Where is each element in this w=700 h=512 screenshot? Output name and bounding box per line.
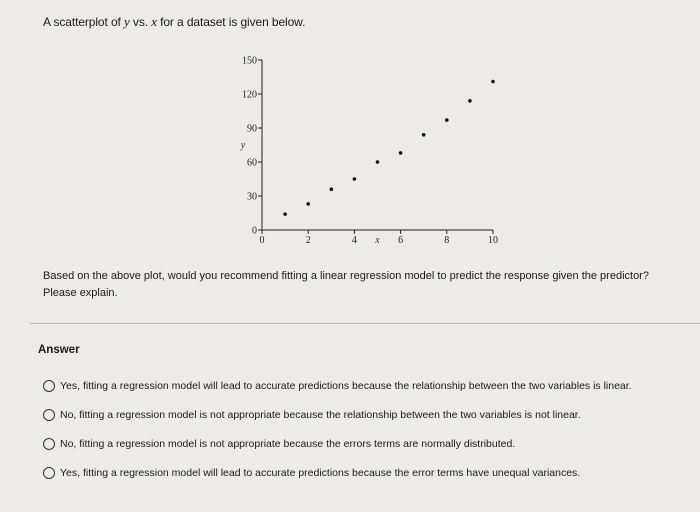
data-point <box>330 187 334 191</box>
radio-button-icon[interactable] <box>43 409 55 421</box>
x-axis-label: x <box>375 235 380 246</box>
plot-axes <box>240 56 498 247</box>
answer-options <box>43 371 632 487</box>
data-point <box>445 118 449 122</box>
plot-points <box>283 80 495 216</box>
y-tick-label: 150 <box>242 55 257 67</box>
data-point <box>306 202 310 206</box>
x-tick-label: 8 <box>444 235 450 246</box>
data-point <box>399 151 403 155</box>
x-tick-label: 0 <box>259 235 265 246</box>
answer-option-label: Yes, fitting a regression model will lead to accurate predictions because the error terms have unequal variances. <box>60 466 581 479</box>
data-point <box>491 80 495 84</box>
y-tick-label: 30 <box>247 191 257 203</box>
question-prompt: Based on the above plot, would you recommend fitting a linear regression model to predict the response given the predictor? Please explain. <box>43 270 649 299</box>
answer-option-2[interactable] <box>43 400 632 429</box>
data-point <box>422 133 426 137</box>
data-point <box>468 99 472 103</box>
answer-option-label: No, fitting a regression model is not appropriate because the relationship between the two variables is not linear. <box>60 408 581 421</box>
radio-button-icon[interactable] <box>43 438 55 450</box>
answer-option-label: No, fitting a regression model is not appropriate because the errors terms are normally distributed. <box>60 437 516 450</box>
answer-option-label: Yes, fitting a regression model will lead to accurate predictions because the relationship between the two variables is linear. <box>60 379 632 392</box>
x-tick-label: 6 <box>398 235 404 246</box>
y-tick-label: 120 <box>242 89 257 101</box>
y-axis-label: y <box>240 140 246 151</box>
y-variable: y <box>124 14 130 29</box>
intro-suffix: for a dataset is given below. <box>156 15 306 29</box>
x-tick-label: 10 <box>488 235 498 246</box>
x-tick-label: 2 <box>305 235 311 246</box>
x-tick-label: 4 <box>351 235 357 246</box>
section-divider <box>30 323 700 324</box>
intro-vs: vs. <box>129 15 152 29</box>
y-tick-label: 90 <box>247 123 257 135</box>
radio-button-icon[interactable] <box>43 380 55 392</box>
radio-button-icon[interactable] <box>43 467 55 479</box>
data-point <box>353 177 357 181</box>
answer-option-1[interactable] <box>43 371 632 400</box>
y-tick-label: 0 <box>252 225 257 237</box>
data-point <box>376 160 380 164</box>
x-variable: x <box>151 14 157 29</box>
answer-option-3[interactable] <box>43 429 632 458</box>
y-tick-label: 60 <box>247 157 257 169</box>
answer-heading: Answer <box>38 344 80 356</box>
data-point <box>283 212 287 216</box>
answer-option-4[interactable] <box>43 458 632 487</box>
intro-prefix: A scatterplot of <box>43 15 125 29</box>
